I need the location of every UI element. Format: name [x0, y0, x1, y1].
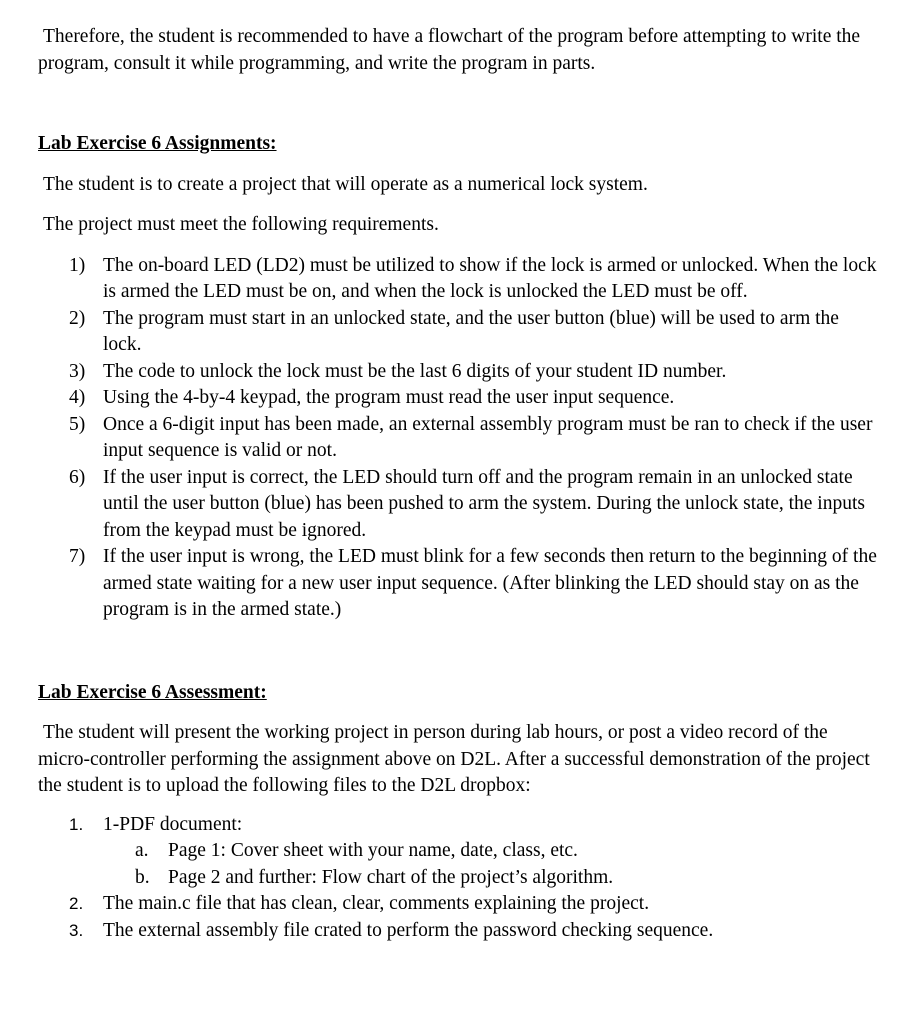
- list-item-text: Once a 6-digit input has been made, an external assembly program must be ran to check if the user input sequence is valid or not.: [103, 413, 873, 461]
- list-item: [38, 253, 878, 306]
- sub-list-item: [38, 865, 878, 892]
- list-item: [38, 359, 878, 386]
- list-item-number: 2.: [69, 894, 84, 913]
- list-item-text: If the user input is correct, the LED should turn off and the program remain in an unlocked state until the user button (blue) has been pushed to arm the system. During the unlock state, the inputs from the keypad must be ignored.: [103, 466, 865, 541]
- list-item-text: If the user input is wrong, the LED must blink for a few seconds then return to the beginning of the armed state waiting for a new user input sequence. (After blinking the LED should stay on as the program is in the armed state.): [103, 546, 877, 620]
- requirements-list: [38, 253, 878, 624]
- list-item-text: Page 2 and further: Flow chart of the project’s algorithm.: [168, 866, 614, 888]
- list-item: [38, 891, 878, 918]
- assignments-heading: Lab Exercise 6 Assignments:: [38, 133, 277, 154]
- list-item-number: 2): [69, 307, 86, 329]
- document-page: [38, 24, 878, 944]
- list-item-text: 1-PDF document:: [103, 813, 243, 835]
- list-item: [38, 544, 878, 624]
- list-item-number: 1): [69, 254, 86, 276]
- assessment-heading: Lab Exercise 6 Assessment:: [38, 681, 267, 703]
- list-item-text: The on-board LED (LD2) must be utilized to show if the lock is armed or unlocked. When the lock is armed the LED must be on, and when the lock is unlocked the LED must be off.: [103, 254, 877, 302]
- deliverables-list: [38, 812, 878, 945]
- list-item-number: a.: [135, 840, 149, 861]
- list-item-text: Page 1: Cover sheet with your name, date, class, etc.: [168, 840, 578, 861]
- list-item-text: The program must start in an unlocked state, and the user button (blue) will be used to arm the lock.: [103, 307, 839, 355]
- intro-paragraph: Therefore, the student is recommended to have a flowchart of the program before attempting to write the program, consult it while programming, and write the program in parts.: [38, 26, 861, 74]
- list-item-number: 7): [69, 546, 86, 567]
- assignments-paragraph-2: The project must meet the following requirements.: [43, 214, 439, 235]
- list-item-number: 3): [69, 360, 86, 382]
- list-item-number: 1.: [69, 814, 84, 834]
- list-item-number: 3.: [69, 920, 84, 940]
- list-item: [38, 812, 878, 839]
- list-item-text: Using the 4-by-4 keypad, the program must read the user input sequence.: [103, 387, 675, 408]
- list-item: [38, 465, 878, 545]
- list-item-number: 4): [69, 387, 86, 408]
- list-item: [38, 385, 878, 412]
- list-item-number: 6): [69, 466, 86, 488]
- list-item-number: b.: [135, 866, 150, 888]
- sub-list-item: [38, 838, 878, 865]
- list-item-text: The external assembly file crated to perform the password checking sequence.: [103, 919, 714, 941]
- assessment-paragraph: The student will present the working project in person during lab hours, or post a video record of the micro-controller performing the assignment above on D2L. After a successful demonstration of the project the student is to upload the following files to the D2L dropbox:: [38, 722, 870, 796]
- list-item-text: The main.c file that has clean, clear, comments explaining the project.: [103, 893, 650, 914]
- list-item-number: 5): [69, 413, 86, 435]
- list-item: [38, 412, 878, 465]
- list-item: [38, 918, 878, 945]
- list-item: [38, 306, 878, 359]
- assignments-paragraph-1: The student is to create a project that will operate as a numerical lock system.: [43, 173, 648, 195]
- list-item-text: The code to unlock the lock must be the last 6 digits of your student ID number.: [103, 360, 727, 382]
